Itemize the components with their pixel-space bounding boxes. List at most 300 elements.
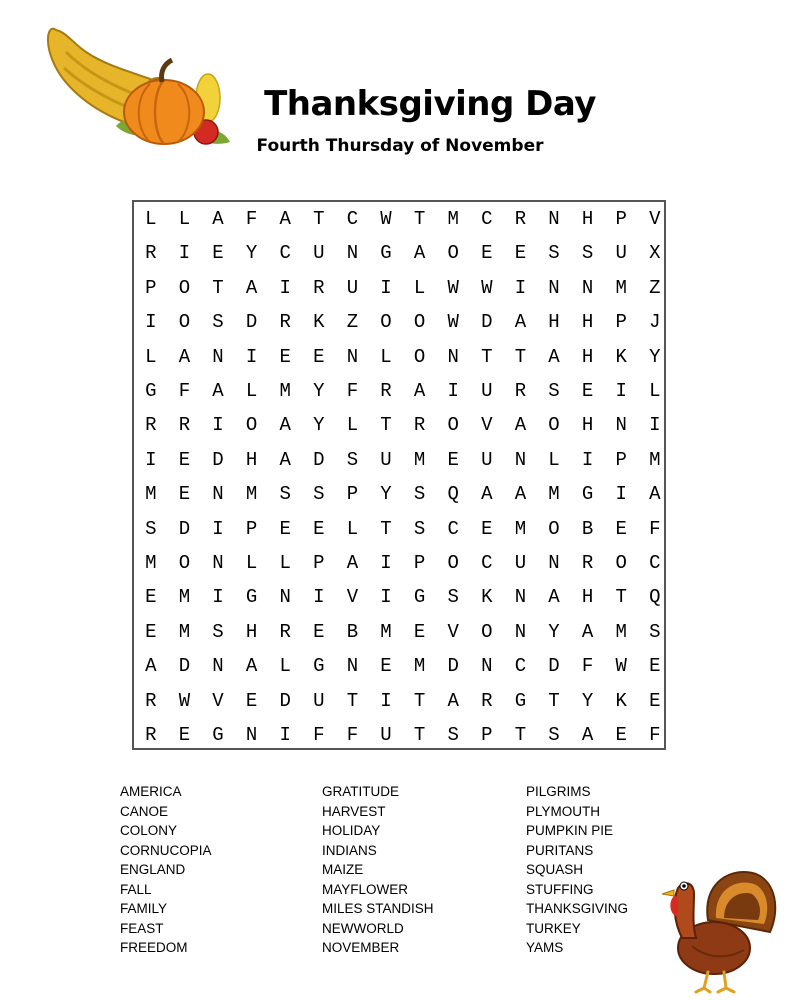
- grid-cell: H: [581, 311, 594, 334]
- grid-cell: M: [145, 552, 157, 574]
- word-list-item: STUFFING: [526, 881, 594, 897]
- grid-cell: P: [615, 448, 627, 471]
- grid-cell: E: [279, 517, 291, 540]
- word-list-item: FAMILY: [120, 901, 168, 916]
- word-list-item: PLYMOUTH: [526, 803, 601, 819]
- grid-cell: E: [178, 724, 191, 746]
- grid-cell: A: [279, 414, 291, 437]
- grid-cell: L: [178, 208, 191, 230]
- grid-cell: I: [380, 689, 392, 712]
- grid-cell: A: [514, 483, 527, 506]
- grid-cell: Y: [313, 380, 325, 402]
- grid-cell: O: [447, 242, 459, 265]
- word-list-item: CORNUCOPIA: [120, 842, 212, 858]
- grid-row: [134, 305, 664, 339]
- grid-cell: Y: [548, 620, 560, 643]
- grid-cell: O: [447, 414, 459, 437]
- grid-cell: T: [413, 724, 426, 746]
- grid-cell: R: [279, 620, 291, 643]
- grid-cell: I: [380, 552, 392, 574]
- grid-cell: I: [615, 483, 627, 506]
- grid-cell: K: [313, 311, 325, 334]
- grid-cell: A: [447, 689, 459, 712]
- word-list-column-1: [120, 782, 212, 958]
- grid-cell: G: [145, 380, 157, 402]
- grid-cell: N: [245, 724, 258, 746]
- grid-cell: S: [548, 380, 560, 402]
- grid-cell: R: [313, 276, 325, 299]
- grid-cell: J: [649, 311, 661, 334]
- grid-cell: Y: [380, 483, 392, 506]
- grid-cell: W: [380, 208, 392, 230]
- grid-cell: V: [649, 208, 661, 230]
- grid-cell: D: [447, 655, 459, 678]
- grid-cell: T: [481, 345, 493, 368]
- grid-cell: T: [548, 689, 560, 712]
- grid-cell: S: [313, 483, 325, 506]
- grid-cell: O: [548, 414, 560, 437]
- grid-cell: U: [313, 242, 325, 265]
- word-list-item: MAYFLOWER: [322, 881, 409, 897]
- grid-cell: E: [413, 620, 426, 643]
- grid-cell: R: [481, 689, 493, 712]
- grid-cell: M: [615, 620, 627, 643]
- grid-cell: T: [313, 208, 325, 230]
- grid-cell: T: [413, 689, 426, 712]
- grid-cell: Y: [245, 242, 258, 265]
- grid-cell: O: [380, 311, 392, 334]
- grid-cell: O: [178, 552, 191, 574]
- word-list-item: HARVEST: [322, 803, 386, 819]
- grid-cell: F: [346, 380, 359, 402]
- grid-cell: D: [178, 517, 191, 540]
- word-list-item: NOVEMBER: [322, 940, 400, 955]
- grid-cell: O: [615, 552, 627, 574]
- cornucopia-image: [46, 22, 236, 154]
- grid-cell: R: [145, 724, 157, 746]
- grid-cell: A: [178, 345, 191, 368]
- grid-cell: R: [514, 208, 527, 230]
- grid-cell: E: [615, 724, 627, 746]
- grid-cell: N: [514, 620, 527, 643]
- grid-cell: E: [615, 517, 627, 540]
- grid-cell: M: [279, 380, 291, 402]
- grid-cell: Z: [649, 276, 661, 299]
- grid-cell: S: [548, 242, 560, 265]
- grid-row: [134, 684, 664, 718]
- grid-row: [134, 271, 664, 305]
- grid-cell: T: [380, 414, 392, 437]
- grid-cell: I: [514, 276, 527, 299]
- grid-cell: A: [548, 345, 560, 368]
- grid-cell: N: [514, 448, 527, 471]
- grid-cell: L: [145, 345, 157, 368]
- grid-cell: I: [581, 448, 594, 471]
- grid-cell: H: [581, 414, 594, 437]
- grid-cell: G: [514, 689, 527, 712]
- grid-row: [134, 546, 664, 580]
- grid-cell: R: [145, 414, 157, 437]
- grid-cell: S: [346, 448, 359, 471]
- grid-cell: O: [481, 620, 493, 643]
- grid-cell: M: [413, 448, 426, 471]
- grid-cell: M: [245, 483, 258, 506]
- grid-cell: I: [615, 380, 627, 402]
- grid-cell: L: [245, 380, 258, 402]
- grid-cell: M: [514, 517, 527, 540]
- grid-cell: T: [212, 276, 224, 299]
- grid-row: [134, 340, 664, 374]
- word-list-item: FEAST: [120, 920, 164, 936]
- grid-cell: M: [615, 276, 627, 299]
- grid-cell: A: [548, 586, 560, 609]
- grid-cell: E: [481, 242, 493, 265]
- grid-cell: U: [514, 552, 527, 574]
- grid-cell: L: [346, 414, 359, 437]
- grid-cell: R: [279, 311, 291, 334]
- grid-cell: I: [245, 345, 258, 368]
- grid-cell: P: [615, 208, 627, 230]
- grid-cell: A: [413, 380, 426, 402]
- grid-cell: N: [581, 276, 594, 299]
- grid-row: [134, 236, 664, 270]
- word-list-column-2: [322, 782, 434, 958]
- word-list-item: THANKSGIVING: [526, 901, 629, 916]
- grid-cell: T: [380, 517, 392, 540]
- grid-cell: I: [212, 414, 224, 437]
- grid-cell: Q: [447, 483, 459, 506]
- grid-cell: T: [615, 586, 627, 609]
- grid-cell: O: [245, 414, 258, 437]
- grid-cell: G: [212, 724, 224, 746]
- grid-cell: K: [615, 345, 627, 368]
- grid-cell: W: [615, 655, 627, 678]
- grid-cell: H: [548, 311, 560, 334]
- grid-cell: U: [380, 448, 392, 471]
- grid-cell: U: [313, 689, 325, 712]
- grid-cell: E: [313, 517, 325, 540]
- grid-cell: M: [178, 620, 191, 643]
- grid-cell: H: [245, 620, 258, 643]
- grid-cell: Y: [581, 689, 594, 712]
- grid-cell: E: [514, 242, 527, 265]
- grid-row: [134, 580, 664, 614]
- grid-cell: A: [413, 242, 426, 265]
- grid-cell: U: [481, 448, 493, 471]
- grid-cell: E: [145, 586, 157, 609]
- grid-cell: G: [313, 655, 325, 678]
- grid-cell: E: [649, 689, 661, 712]
- grid-cell: A: [245, 276, 258, 299]
- grid-cell: L: [346, 517, 359, 540]
- word-list-item: TURKEY: [526, 920, 581, 936]
- grid-cell: F: [245, 208, 258, 230]
- grid-cell: E: [145, 620, 157, 643]
- grid-row: [134, 512, 664, 546]
- grid-cell: H: [245, 448, 258, 471]
- grid-cell: M: [447, 208, 459, 230]
- grid-cell: H: [581, 586, 594, 609]
- word-list-item: CANOE: [120, 803, 169, 819]
- grid-cell: F: [581, 655, 594, 678]
- grid-cell: L: [649, 380, 661, 402]
- grid-cell: N: [447, 345, 459, 368]
- grid-cell: I: [212, 517, 224, 540]
- grid-cell: R: [178, 414, 191, 437]
- grid-cell: T: [346, 689, 359, 712]
- grid-cell: A: [581, 620, 594, 643]
- grid-cell: G: [581, 483, 594, 506]
- word-list-item: ENGLAND: [120, 862, 186, 877]
- grid-cell: Y: [313, 414, 325, 437]
- grid-cell: L: [279, 655, 291, 678]
- grid-cell: B: [346, 620, 359, 643]
- grid-cell: V: [212, 689, 224, 712]
- word-search-grid: [132, 200, 666, 750]
- grid-cell: E: [279, 345, 291, 368]
- grid-cell: W: [481, 276, 493, 299]
- word-list-item: YAMS: [526, 940, 564, 955]
- grid-cell: S: [413, 517, 426, 540]
- grid-cell: F: [178, 380, 191, 402]
- grid-cell: R: [413, 414, 426, 437]
- grid-cell: C: [649, 552, 661, 574]
- grid-cell: V: [447, 620, 459, 643]
- grid-cell: U: [346, 276, 359, 299]
- word-list-item: INDIANS: [322, 842, 377, 858]
- grid-cell: I: [380, 586, 392, 609]
- grid-cell: I: [380, 276, 392, 299]
- grid-cell: A: [514, 414, 527, 437]
- grid-row: [134, 408, 664, 442]
- page-subtitle: Fourth Thursday of November: [256, 136, 544, 156]
- grid-cell: N: [212, 483, 224, 506]
- grid-cell: H: [581, 208, 594, 230]
- word-list-item: GRATITUDE: [322, 784, 399, 799]
- word-list-column-3: [526, 782, 628, 958]
- grid-cell: R: [380, 380, 392, 402]
- grid-cell: U: [481, 380, 493, 402]
- word-list-item: FREEDOM: [120, 940, 188, 955]
- grid-cell: A: [279, 448, 291, 471]
- grid-cell: D: [245, 311, 258, 334]
- grid-cell: K: [481, 586, 493, 609]
- grid-cell: A: [145, 655, 157, 678]
- grid-cell: Z: [346, 311, 359, 334]
- grid-row: [134, 718, 664, 752]
- grid-cell: F: [649, 724, 661, 746]
- page-title: Thanksgiving Day: [264, 84, 596, 124]
- grid-cell: A: [245, 655, 258, 678]
- grid-cell: S: [212, 311, 224, 334]
- grid-cell: O: [178, 276, 191, 299]
- grid-cell: N: [548, 552, 560, 574]
- grid-cell: O: [413, 311, 426, 334]
- grid-cell: N: [346, 345, 359, 368]
- grid-cell: T: [514, 345, 527, 368]
- grid-cell: R: [581, 552, 594, 574]
- grid-cell: F: [649, 517, 661, 540]
- grid-cell: U: [380, 724, 392, 746]
- grid-cell: T: [514, 724, 527, 746]
- grid-cell: O: [178, 311, 191, 334]
- grid-cell: C: [346, 208, 359, 230]
- grid-cell: Q: [649, 586, 661, 609]
- grid-cell: P: [413, 552, 426, 574]
- grid-cell: E: [178, 483, 191, 506]
- grid-cell: S: [279, 483, 291, 506]
- word-list-item: MAIZE: [322, 862, 364, 877]
- grid-cell: C: [514, 655, 527, 678]
- grid-cell: P: [481, 724, 493, 746]
- grid-cell: O: [413, 345, 426, 368]
- grid-cell: I: [649, 414, 661, 437]
- grid-cell: M: [548, 483, 560, 506]
- grid-cell: V: [346, 586, 359, 609]
- word-list-item: AMERICA: [120, 784, 182, 799]
- grid-cell: D: [548, 655, 560, 678]
- grid-cell: G: [380, 242, 392, 265]
- grid-cell: C: [481, 208, 493, 230]
- grid-cell: P: [245, 517, 258, 540]
- grid-cell: L: [380, 345, 392, 368]
- grid-row: [134, 443, 664, 477]
- grid-cell: D: [313, 448, 325, 471]
- grid-cell: I: [212, 586, 224, 609]
- grid-cell: W: [178, 689, 191, 712]
- grid-cell: P: [313, 552, 325, 574]
- grid-cell: T: [413, 208, 426, 230]
- grid-row: [134, 374, 664, 408]
- grid-cell: W: [447, 311, 459, 334]
- grid-cell: A: [581, 724, 594, 746]
- grid-cell: D: [212, 448, 224, 471]
- grid-row: [134, 477, 664, 511]
- grid-cell: R: [145, 242, 157, 265]
- grid-cell: N: [481, 655, 493, 678]
- word-list-item: HOLIDAY: [322, 823, 381, 838]
- grid-cell: S: [581, 242, 594, 265]
- grid-cell: I: [447, 380, 459, 402]
- turkey-image: [652, 862, 780, 994]
- grid-cell: P: [145, 276, 157, 299]
- word-list-item: MILES STANDISH: [322, 901, 434, 916]
- grid-cell: I: [145, 448, 157, 471]
- grid-cell: N: [548, 276, 560, 299]
- word-list-item: NEWWORLD: [322, 920, 404, 936]
- grid-cell: L: [279, 552, 291, 574]
- grid-row: [134, 615, 664, 649]
- grid-cell: E: [649, 655, 661, 678]
- grid-cell: E: [212, 242, 224, 265]
- grid-cell: E: [245, 689, 258, 712]
- grid-cell: A: [649, 483, 661, 506]
- grid-cell: I: [279, 724, 291, 746]
- grid-cell: N: [514, 586, 527, 609]
- grid-cell: L: [145, 208, 157, 230]
- grid-cell: M: [178, 586, 191, 609]
- grid-cell: A: [212, 380, 224, 402]
- grid-cell: M: [145, 483, 157, 506]
- grid-cell: R: [145, 689, 157, 712]
- grid-cell: M: [413, 655, 426, 678]
- grid-cell: F: [346, 724, 359, 746]
- grid-cell: W: [447, 276, 459, 299]
- grid-cell: B: [581, 517, 594, 540]
- grid-cell: S: [548, 724, 560, 746]
- grid-cell: C: [447, 517, 459, 540]
- grid-cell: I: [279, 276, 291, 299]
- word-list-item: PILGRIMS: [526, 784, 591, 799]
- grid-cell: M: [649, 448, 661, 471]
- grid-cell: E: [481, 517, 493, 540]
- grid-cell: G: [413, 586, 426, 609]
- grid-cell: S: [649, 620, 661, 643]
- grid-cell: I: [313, 586, 325, 609]
- grid-cell: M: [380, 620, 392, 643]
- grid-cell: K: [615, 689, 627, 712]
- grid-cell: P: [346, 483, 359, 506]
- grid-cell: P: [615, 311, 627, 334]
- word-list-item: COLONY: [120, 823, 178, 838]
- grid-cell: L: [413, 276, 426, 299]
- grid-cell: E: [380, 655, 392, 678]
- grid-cell: E: [447, 448, 459, 471]
- grid-cell: S: [447, 724, 459, 746]
- word-list-item: PURITANS: [526, 842, 594, 858]
- grid-cell: N: [615, 414, 627, 437]
- grid-cell: O: [548, 517, 560, 540]
- grid-cell: S: [145, 517, 157, 540]
- grid-cell: E: [178, 448, 191, 471]
- grid-cell: S: [447, 586, 459, 609]
- grid-cell: R: [514, 380, 527, 402]
- grid-cell: N: [346, 242, 359, 265]
- grid-cell: A: [514, 311, 527, 334]
- grid-cell: D: [481, 311, 493, 334]
- grid-cell: D: [178, 655, 191, 678]
- grid-cell: X: [649, 242, 661, 265]
- grid-cell: G: [245, 586, 258, 609]
- word-list-item: FALL: [120, 881, 152, 897]
- grid-cell: O: [447, 552, 459, 574]
- grid-cell: L: [245, 552, 258, 574]
- grid-cell: N: [212, 552, 224, 574]
- grid-cell: I: [178, 242, 191, 265]
- grid-cell: N: [548, 208, 560, 230]
- grid-cell: I: [145, 311, 157, 334]
- grid-cell: E: [313, 345, 325, 368]
- grid-cell: Y: [649, 345, 661, 368]
- grid-cell: N: [346, 655, 359, 678]
- grid-cell: C: [279, 242, 291, 265]
- grid-cell: A: [346, 552, 359, 574]
- grid-cell: A: [481, 483, 493, 506]
- grid-cell: F: [313, 724, 325, 746]
- grid-cell: E: [313, 620, 325, 643]
- grid-cell: A: [279, 208, 291, 230]
- grid-row: [134, 649, 664, 683]
- word-list-item: SQUASH: [526, 862, 584, 877]
- grid-cell: N: [212, 655, 224, 678]
- grid-cell: N: [212, 345, 224, 368]
- grid-cell: C: [481, 552, 493, 574]
- grid-cell: N: [279, 586, 291, 609]
- grid-cell: U: [615, 242, 627, 265]
- grid-cell: D: [279, 689, 291, 712]
- grid-cell: S: [212, 620, 224, 643]
- grid-cell: S: [413, 483, 426, 506]
